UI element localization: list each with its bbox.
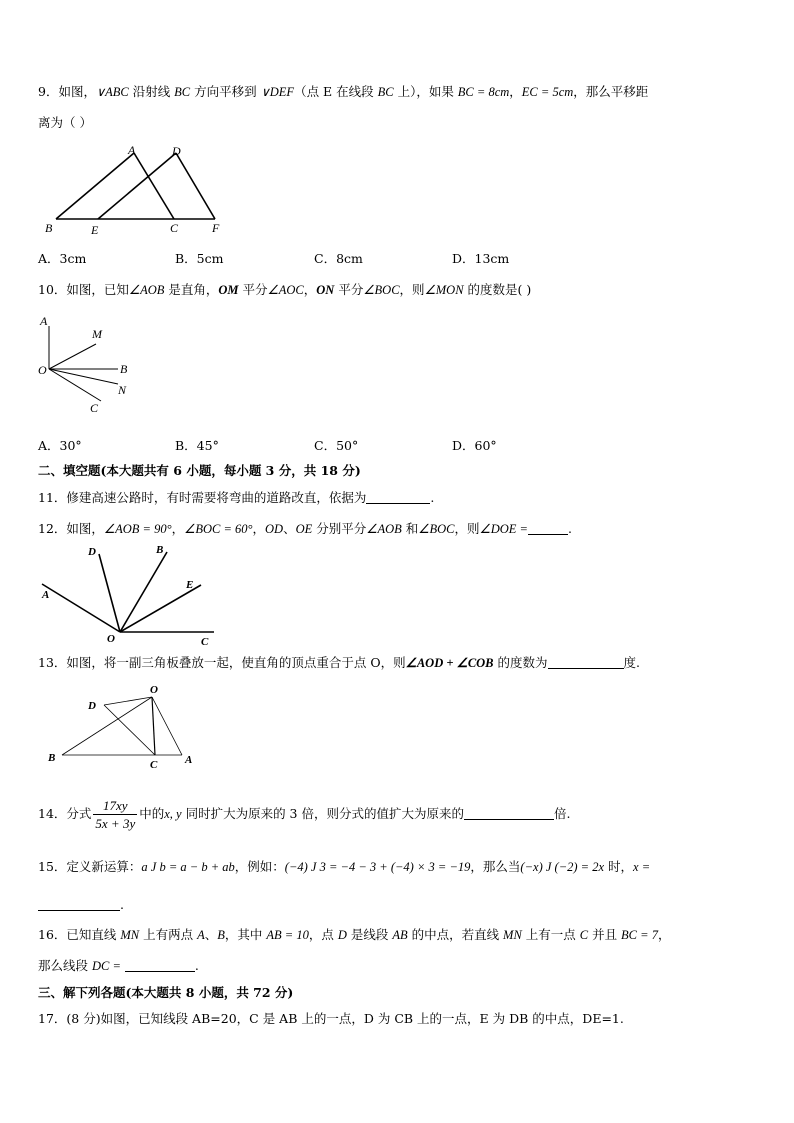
text: 的度数是( ) [463,282,532,297]
text: . [430,490,435,505]
text: （点 E 在线段 [294,84,378,99]
q9-options [38,250,758,268]
triangle-def: ∨DEF [260,85,295,99]
option-d: D．60° [452,438,497,453]
text: ， [509,84,522,99]
angle-aob: ∠AOB [128,283,165,297]
angle-aob: ∠AOB [366,522,402,536]
option-b: B．45° [175,438,219,453]
segment-bc: BC [174,85,191,99]
text: 三、解下列各题(本大题共 8 小题，共 72 分) [38,985,294,1000]
text: 16．已知直线 [38,927,121,942]
label-e: E [186,579,194,591]
text: ，则 [399,282,425,297]
fraction [93,797,137,832]
text: 倍. [553,806,571,821]
text: 中的 [139,806,165,821]
label-a: A [185,754,193,766]
label-b: B [120,362,128,376]
text: 是直角， [164,282,219,297]
q9-stem-line2 [38,114,92,132]
text: 12．如图， [38,521,104,536]
point-d: D [337,928,347,942]
q9-figure [38,142,238,238]
label-c: C [201,636,209,648]
text: ， [252,521,266,536]
text: 、 [283,521,296,536]
operation-definition: a J b = a − b + ab [141,860,235,874]
text: ，点 [308,927,338,942]
text: ，那么平移距 [573,84,649,99]
text: 平分 [334,282,364,297]
triangle-abc: ∨ABC [95,85,129,99]
equation-bc: BC = 8cm [457,85,510,99]
ray-on: ON [316,283,335,297]
text: 13．如图，将一副三角板叠放一起，使直角的顶点重合于点 O，则 [38,655,406,670]
segment-dc: DC = [91,959,121,973]
line-mn: MN [503,928,522,942]
text: 上），如果 [393,84,458,99]
ray-om: OM [218,283,239,297]
text: 时， [604,859,634,874]
q14-stem [38,794,570,834]
label-b: B [48,752,56,764]
text: 方向平移到 [190,84,261,99]
text: 度. [623,655,640,670]
label-o: O [38,363,47,377]
label-d: D [88,700,96,712]
text: 14．分式 [38,806,92,821]
text: ，例如： [234,859,285,874]
label-b: B [45,221,53,235]
label-b: B [156,544,164,556]
answer-blank[interactable] [38,898,120,911]
angle-boc: ∠BOC [418,522,455,536]
label-a: A [40,314,48,328]
answer-blank[interactable] [528,522,568,535]
text: 同时扩大为原来的 3 倍，则分式的值扩大为原来的 [181,806,464,821]
label-c: C [150,759,158,771]
text: ， [171,521,185,536]
q13-stem [38,654,640,672]
label-d: D [88,546,96,558]
x-equals: x = [633,860,651,874]
fraction-numerator: 17xy [93,797,137,815]
label-e: E [91,223,99,237]
equation-ec: EC = 5cm [521,85,574,99]
point-c: C [579,928,589,942]
text: 15．定义新运算： [38,859,142,874]
variables-xy: x, y [164,807,182,821]
answer-blank[interactable] [366,491,430,504]
label-o: O [107,633,115,645]
ray-od: OD [265,522,284,536]
angle-mon: ∠MON [424,283,464,297]
text: . [194,958,199,973]
fraction-denominator: 5x + 3y [95,816,136,831]
text: 、 [204,927,218,942]
text: 平分 [238,282,268,297]
text: 是线段 [346,927,393,942]
text: ， [657,927,671,942]
q9-stem [38,83,648,101]
equation-ab: AB = 10 [266,928,309,942]
angle-boc: ∠BOC [363,283,400,297]
q13-figure [36,682,206,774]
q12-stem [38,520,572,538]
text: ，那么当 [470,859,521,874]
q11-stem [38,489,434,507]
q10-stem [38,281,531,299]
angle-doe: ∠DOE = [479,522,528,536]
q16-stem-line2 [38,957,199,975]
q17-stem [38,1010,624,1028]
section-heading-solve [38,984,293,1002]
option-c: C．8cm [314,251,363,266]
point-b: B [217,928,225,942]
answer-blank[interactable] [464,807,554,820]
q15-stem [38,858,650,876]
angle-aoc: ∠AOC [267,283,304,297]
text: 分别平分 [312,521,367,536]
equation-boc: ∠BOC = 60° [184,522,253,536]
segment-ab: AB [392,928,408,942]
text: 和 [401,521,419,536]
text: ， [303,282,317,297]
option-c: C．50° [314,438,359,453]
text: 沿射线 [128,84,175,99]
q12-figure [36,543,226,648]
text: 11．修建高速公路时，有时需要将弯曲的道路改直，依据为 [38,490,367,505]
q10-figure [36,310,146,418]
segment-bc: BC [377,85,394,99]
label-n: N [118,383,127,397]
q16-stem [38,926,670,944]
text: 9．如图， [38,84,96,99]
label-c: C [170,221,179,235]
option-b: B．5cm [175,251,224,266]
label-d: D [172,144,181,158]
label-m: M [92,327,102,341]
text: 17．(8 分)如图，已知线段 AB=20，C 是 AB 上的一点，D 为 CB 上的一点，E 为 DB 的中点，DE=1. [38,1011,624,1026]
text: 上有一点 [521,927,580,942]
text: ，则 [454,521,480,536]
equation-bc: BC = 7 [621,928,658,942]
text: 的中点，若直线 [407,927,504,942]
text: 并且 [588,927,622,942]
option-a: A．3cm [38,251,87,266]
label-c: C [90,401,99,415]
answer-blank[interactable] [548,656,624,669]
equation-aob: ∠AOB = 90° [103,522,172,536]
text: 上有两点 [139,927,198,942]
line-mn: MN [120,928,140,942]
operation-example: (−4) J 3 = −4 − 3 + (−4) × 3 = −19 [284,860,471,874]
q15-answer-line [38,896,124,914]
angle-expression: ∠AOD + ∠COB [405,656,494,670]
operation-condition: (−x) J (−2) = 2x [520,860,605,874]
text: 10．如图，已知 [38,282,129,297]
label-o: O [150,684,158,696]
label-a: A [128,143,136,157]
text: . [120,897,124,912]
label-f: F [212,221,220,235]
answer-blank[interactable] [125,959,195,972]
text: 离为（ ） [38,115,92,130]
label-a: A [42,589,50,601]
q10-options [38,437,758,455]
text: 的度数为 [493,655,548,670]
text: 二、填空题(本大题共有 6 小题，每小题 3 分，共 18 分) [38,463,361,478]
text: 那么线段 [38,958,92,973]
option-a: A．30° [38,438,82,453]
ray-oe: OE [295,522,313,536]
text: ，其中 [224,927,267,942]
point-a: A [197,928,205,942]
section-heading-fill-in [38,462,361,480]
text: . [567,521,572,536]
option-d: D．13cm [452,251,510,266]
